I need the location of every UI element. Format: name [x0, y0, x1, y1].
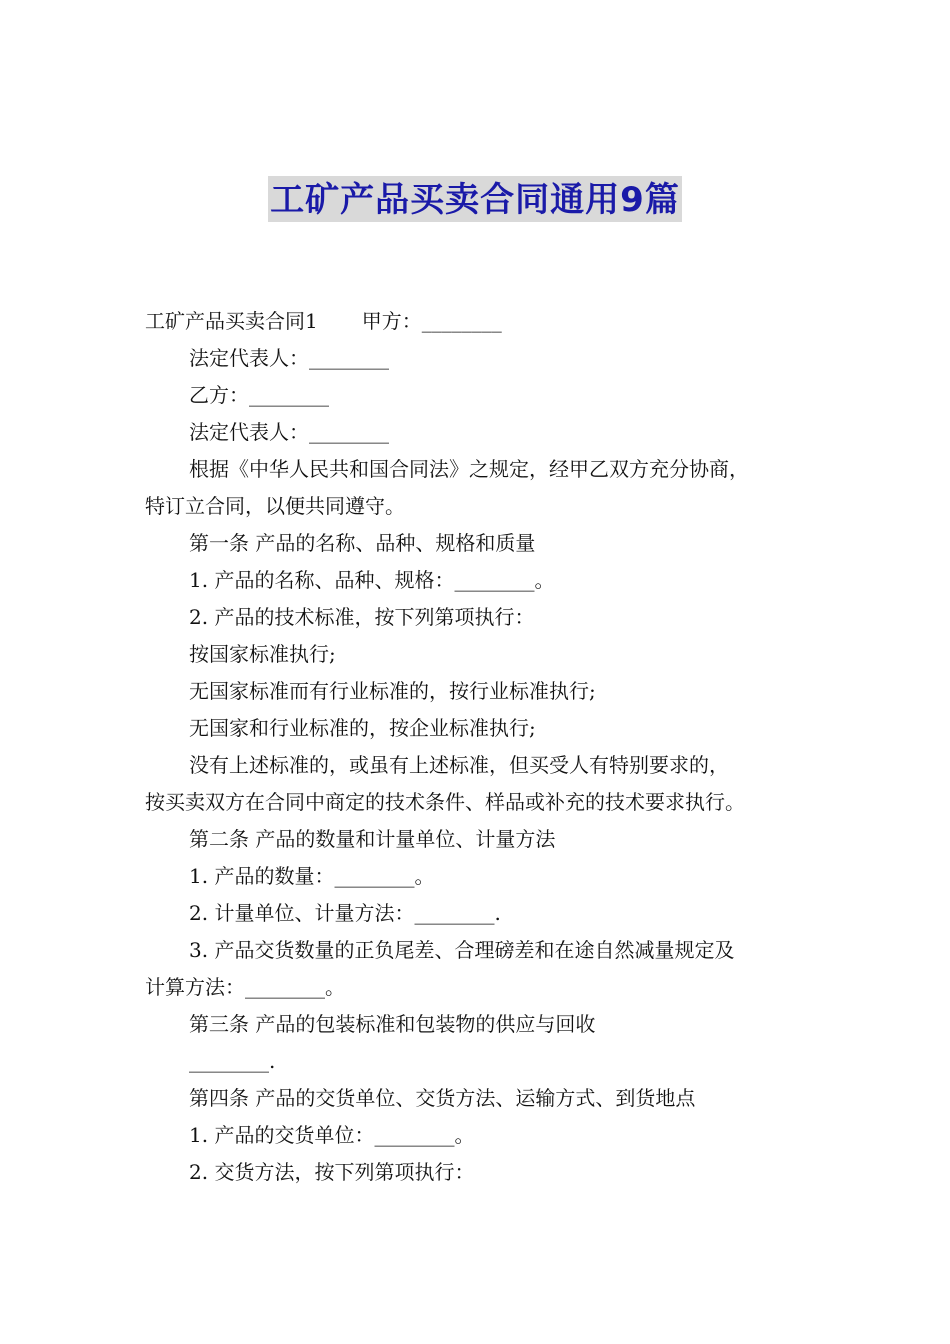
article-heading: 第二条 产品的数量和计量单位、计量方法	[189, 827, 556, 851]
document-body	[145, 303, 845, 1191]
paragraph-line: 特订立合同，以便共同遵守。	[145, 494, 405, 518]
contract-heading: 工矿产品买卖合同1	[145, 309, 318, 333]
article-heading: 第三条 产品的包装标准和包装物的供应与回收	[189, 1012, 596, 1036]
paragraph-line: 按买卖双方在合同中商定的技术条件、样品或补充的技术要求执行。	[145, 790, 745, 814]
party-a-field: 甲方：________	[361, 309, 502, 333]
paragraph-line: 无国家标准而有行业标准的，按行业标准执行;	[189, 679, 596, 703]
paragraph-line: 1. 产品的名称、品种、规格：________。	[189, 568, 555, 592]
paragraph-line: 法定代表人：________	[189, 420, 389, 444]
paragraph-line: 按国家标准执行;	[189, 642, 336, 666]
paragraph-line: 计算方法：________。	[145, 975, 345, 999]
document-title: 工矿产品买卖合同通用9篇	[268, 176, 682, 222]
title-area	[0, 176, 950, 222]
article-heading: 第四条 产品的交货单位、交货方法、运输方式、到货地点	[189, 1086, 696, 1110]
paragraph-line: 法定代表人：________	[189, 346, 389, 370]
article-heading: 第一条 产品的名称、品种、规格和质量	[189, 531, 536, 555]
paragraph-line: 1. 产品的交货单位：________。	[189, 1123, 475, 1147]
paragraph-line: 乙方：________	[189, 383, 329, 407]
paragraph-line	[145, 303, 845, 340]
paragraph-line: 无国家和行业标准的，按企业标准执行;	[189, 716, 536, 740]
paragraph-line: ________.	[189, 1049, 276, 1073]
paragraph-line: 2. 产品的技术标准，按下列第项执行：	[189, 605, 535, 629]
paragraph-line: 没有上述标准的，或虽有上述标准，但买受人有特别要求的，	[189, 753, 729, 777]
paragraph-line: 2. 交货方法，按下列第项执行：	[189, 1160, 475, 1184]
paragraph-line: 3. 产品交货数量的正负尾差、合理磅差和在途自然减量规定及	[189, 938, 735, 962]
paragraph-line: 1. 产品的数量：________。	[189, 864, 435, 888]
paragraph-line: 2. 计量单位、计量方法：________.	[189, 901, 501, 925]
paragraph-line: 根据《中华人民共和国合同法》之规定，经甲乙双方充分协商，	[189, 457, 749, 481]
